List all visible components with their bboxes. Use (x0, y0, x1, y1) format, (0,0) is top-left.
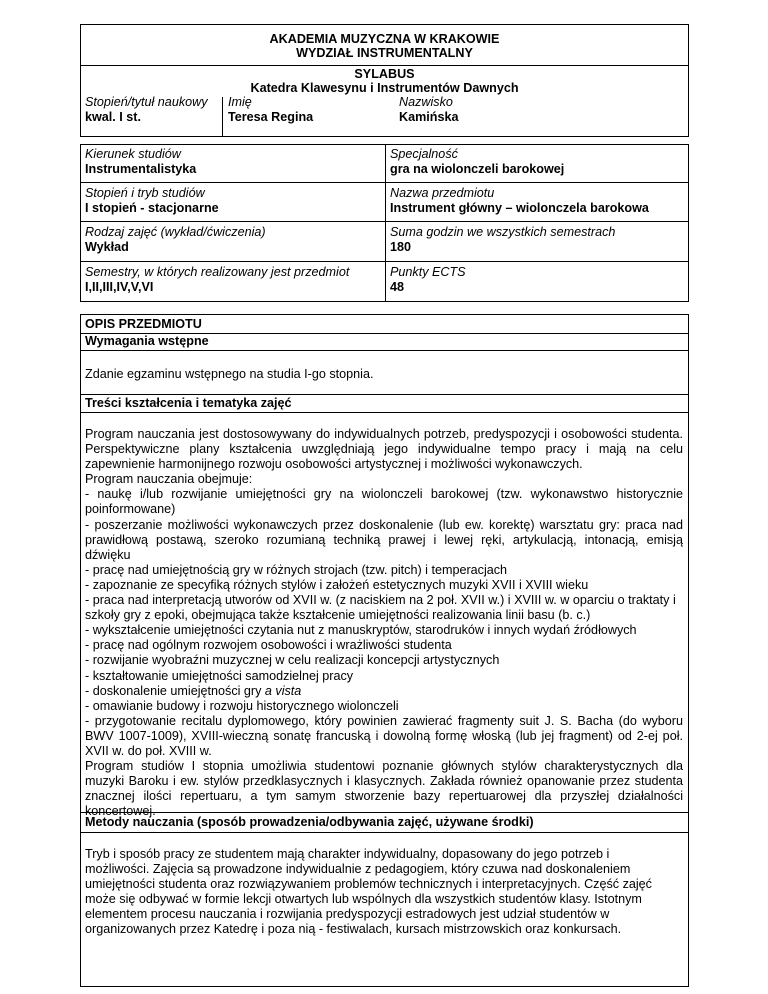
doc-type: SYLABUS (354, 67, 415, 81)
specialty-value: gra na wiolonczeli barokowej (390, 162, 565, 176)
content-line: Perspektywiczne plany kształcenia uwzględniają jego indywidualne tempo pracy i mają na celu (85, 442, 683, 457)
content-line-a-vista (85, 684, 683, 699)
study-level-label: Stopień i tryb studiów (85, 186, 205, 200)
course-name-label: Nazwa przedmiotu (390, 186, 495, 200)
requirements-text: Zdanie egzaminu wstępnego na studia I-go stopnia. (85, 367, 374, 381)
content-line: - doskonalenie umiejętności gry (85, 683, 265, 698)
content-line: BWV 1007-1009), XVIII-wieczną sonatę francuską i dowolną formę włoską (lub jej fragment) od 2-ej poł. (85, 728, 683, 743)
requirements-title: Wymagania wstępne (85, 334, 209, 348)
methods-line: elementem procesu nauczania i rozwijania predyspozycji estradowych jest udział studentów w (85, 907, 610, 922)
content-line: muzyki Baroku i ew. stylów przedklasycznych i klasycznych. Zakłada również opanowanie przez studenta (85, 774, 683, 789)
content-line: - praca nad interpretacją utworów od XVII w. (z naciskiem na 2 poł. XVII w.) i XVIII w. w oparciu o traktaty i (85, 593, 676, 608)
faculty-name: WYDZIAŁ INSTRUMENTALNY (296, 46, 473, 60)
content-line: prawidłową postawą, szeroko rozumianą techniką prawej i lewej ręki, artykulacją, intonacją, emisją (85, 532, 683, 547)
content-line: znacznej ilości repertuaru, a tym samym stworzenie bazy repertuarowej dla przyszłej działalności (85, 789, 683, 804)
methods-line: Tryb i sposób pracy ze studentem mają charakter indywidualny, dopasowany do jego potrzeb i (85, 847, 610, 861)
content-line: - pracę nad ogólnym rozwojem osobowości i wrażliwości studenta (85, 638, 452, 653)
methods-text (85, 847, 683, 938)
content-line: - wykształcenie umiejętności czytania nut z manuskryptów, starodruków i innych wydań źródłowych (85, 623, 637, 638)
content-line: XVII w. do poł. XVIII w. (85, 743, 212, 758)
total-hours-label: Suma godzin we wszystkich semestrach (390, 225, 616, 239)
class-type-label: Rodzaj zajęć (wykład/ćwiczenia) (85, 225, 266, 239)
content-line: szkoły gry z epoki, obejmująca także kształcenie umiejętności realizowania linii basu (b. c.) (85, 608, 591, 623)
degree-label: Stopień/tytuł naukowy (85, 95, 208, 109)
academy-name: AKADEMIA MUZYCZNA W KRAKOWIE (269, 32, 500, 46)
content-line: zapewnienie harmonijnego rozwoju osobowości artystycznej i możliwości wykonawczych. (85, 457, 583, 472)
content-title: Treści kształcenia i tematyka zajęć (85, 396, 292, 410)
content-line: - naukę i/lub rozwijanie umiejętności gry na wiolonczeli barokowej (tzw. wykonawstwo historycznie (85, 487, 683, 502)
content-line: - zapoznanie ze specyfiką różnych stylów i założeń estetycznych muzyki XVII i XVIII wieku (85, 577, 589, 592)
content-text (85, 427, 683, 819)
department-name: Katedra Klawesynu i Instrumentów Dawnych (250, 81, 519, 95)
field-of-study-label: Kierunek studiów (85, 147, 181, 161)
last-name-value: Kamińska (399, 110, 459, 124)
info-grid (80, 144, 689, 302)
course-name-value: Instrument główny – wiolonczela barokowa (390, 201, 649, 215)
a-vista-text: a vista (264, 683, 302, 698)
first-name-label: Imię (228, 95, 252, 109)
degree-value: kwal. I st. (85, 110, 141, 124)
content-line: dźwięku (85, 547, 131, 562)
content-line: - pracę nad umiejętnością gry w różnych strojach (tzw. pitch) i temperacjach (85, 562, 508, 577)
content-line: poinformowane) (85, 502, 176, 517)
specialty-label: Specjalność (390, 147, 458, 161)
semesters-value: I,II,III,IV,V,VI (85, 280, 154, 294)
content-line: - rozwijanie wyobraźni muzycznej w celu realizacji koncepcji artystycznych (85, 653, 500, 668)
methods-title: Metody nauczania (sposób prowadzenia/odbywania zajęć, używane środki) (85, 815, 534, 829)
ects-label: Punkty ECTS (390, 265, 466, 279)
methods-line: umiejętności studenta oraz rozwiązywaniem problemów technicznych i interpretacyjnych. Część zajęć (85, 877, 652, 892)
methods-line: może się odbywać w formie lekcji otwartych lub wspólnych dla wszystkich studentów klasy. Istotnym (85, 892, 642, 907)
methods-line: organizowanych przez Katedrę i poza nią - festiwalach, kursach mistrzowskich oraz konkursach. (85, 922, 622, 937)
study-level-value: I stopień - stacjonarne (85, 201, 219, 215)
last-name-label: Nazwisko (399, 95, 453, 109)
content-line: Program nauczania obejmuje: (85, 472, 253, 487)
class-type-value: Wykład (85, 240, 129, 254)
content-line: - poszerzanie możliwości wykonawczych przez doskonalenie (lub ew. korektę) warsztatu gry: praca nad (85, 517, 683, 532)
content-line: Program nauczania jest dostosowywany do indywidualnych potrzeb, predyspozycji i osobowości studenta. (85, 427, 683, 441)
description-box (80, 314, 689, 987)
first-name-value: Teresa Regina (228, 110, 314, 124)
content-line: Program studiów I stopnia umożliwia studentowi poznanie głównych stylów charakterystycznych dla (85, 759, 683, 774)
field-of-study-value: Instrumentalistyka (85, 162, 197, 176)
content-line: - kształtowanie umiejętności samodzielnej pracy (85, 668, 354, 683)
content-line: koncertowej. (85, 804, 156, 819)
ects-value: 48 (390, 280, 405, 294)
description-title: OPIS PRZEDMIOTU (85, 317, 202, 331)
header-box (80, 24, 689, 137)
semesters-label: Semestry, w których realizowany jest przedmiot (85, 265, 350, 279)
methods-line: możliwości. Zajęcia są prowadzone indywidualnie z pedagogiem, który czuwa nad doskonaleniem (85, 862, 631, 877)
total-hours-value: 180 (390, 240, 412, 254)
content-line: - przygotowanie recitalu dyplomowego, który powinien zawierać fragmenty suit J. S. Bacha (do wyboru (85, 713, 683, 728)
content-line: - omawianie budowy i rozwoju historycznego wiolonczeli (85, 698, 399, 713)
